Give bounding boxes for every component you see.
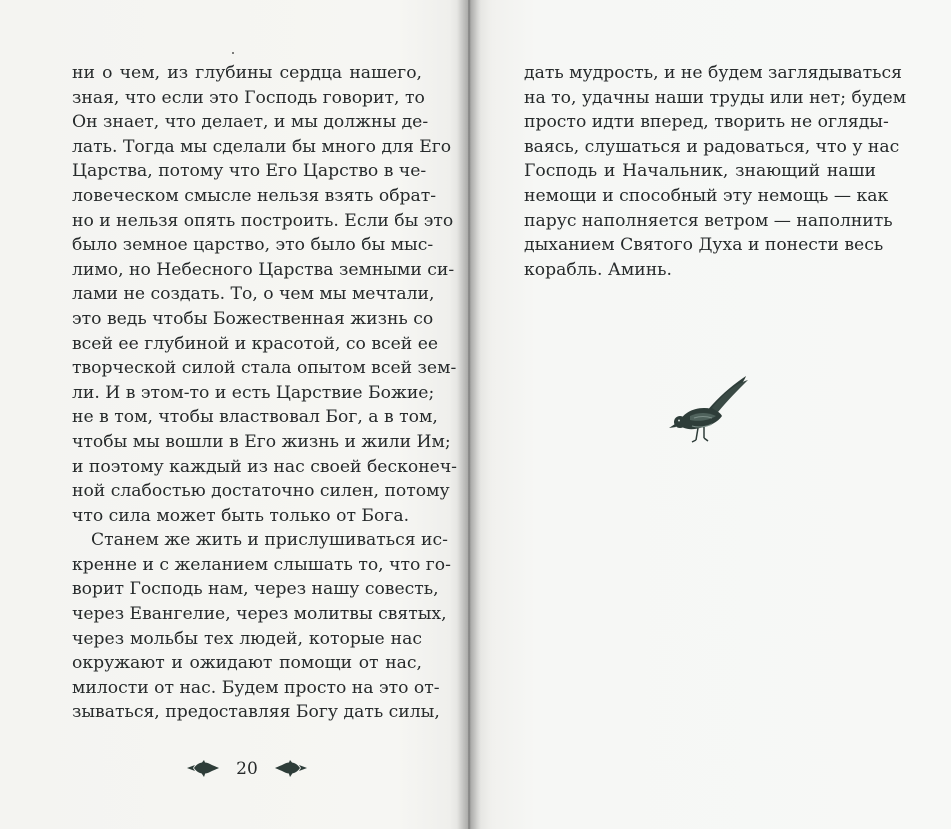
text-line: Господь и Начальник, знающий наши xyxy=(524,161,876,182)
bird-illustration-icon xyxy=(668,372,750,444)
text-line: всей ее глубиной и красотой, со всей ее xyxy=(72,333,439,354)
page-number: 20 xyxy=(236,759,258,779)
text-line: ли. И в этом-то и есть Царствие Божие; xyxy=(72,382,435,403)
text-line: дыханием Святого Духа и понести весь xyxy=(524,235,884,256)
text-line: творческой силой стала опытом всей зем- xyxy=(72,358,457,379)
text-line: ваясь, слушаться и радоваться, что у нас xyxy=(524,136,900,157)
text-line: ворит Господь нам, через нашу совесть, xyxy=(72,579,439,600)
text-line: через мольбы тех людей, которые нас xyxy=(72,628,422,649)
text-line: через Евангелие, через молитвы святых, xyxy=(72,604,447,625)
text-line: что сила может быть только от Бога. xyxy=(72,505,410,526)
text-line: ловеческом смысле нельзя взять обрат- xyxy=(72,185,437,206)
book-spine xyxy=(457,0,481,829)
text-line: чтобы мы вошли в Его жизнь и жили Им; xyxy=(72,431,451,452)
swallow-ornament-icon xyxy=(274,759,308,779)
text-line: немощи и способный эту немощь — как xyxy=(524,185,889,206)
text-line: это ведь чтобы Божественная жизнь со xyxy=(72,308,434,329)
text-line: лами не создать. То, о чем мы мечтали, xyxy=(72,284,435,305)
text-line: ни о чем, из глубины сердца нашего, xyxy=(72,63,422,83)
left-page-text xyxy=(72,61,457,725)
text-line: корабль. Аминь. xyxy=(524,259,673,280)
text-line: окружают и ожидают помощи от нас, xyxy=(72,653,422,674)
text-line: просто идти вперед, творить не огляды- xyxy=(524,112,889,133)
text-line: милости от нас. Будем просто на это от- xyxy=(72,677,440,698)
text-line: было земное царство, это было бы мыс- xyxy=(72,235,434,256)
text-line: парус наполняется ветром — наполнить xyxy=(524,210,893,231)
text-line: лать. Тогда мы сделали бы много для Его xyxy=(72,136,452,157)
text-line: и поэтому каждый из нас своей бесконеч- xyxy=(72,456,457,477)
swallow-ornament-icon xyxy=(186,759,220,779)
text-line: ной слабостью достаточно силен, потому xyxy=(72,481,450,502)
text-line: не в том, чтобы властвовал Бог, а в том, xyxy=(72,407,438,428)
paragraph-start-line: Станем же жить и прислушиваться ис- xyxy=(91,530,448,551)
text-line: на то, удачны наши труды или нет; будем xyxy=(524,87,907,108)
right-page-text xyxy=(524,61,907,282)
text-line: но и нельзя опять построить. Если бы это xyxy=(72,210,454,231)
text-line: кренне и с желанием слышать то, что го- xyxy=(72,554,451,575)
text-line: зываться, предоставляя Богу дать силы, xyxy=(72,702,440,723)
text-line: дать мудрость, и не будем заглядываться xyxy=(524,63,902,83)
text-line: зная, что если это Господь говорит, то xyxy=(72,87,425,108)
print-speck xyxy=(232,52,234,54)
text-line: лимо, но Небесного Царства земными си- xyxy=(72,259,455,280)
text-line: Царства, потому что Его Царство в че- xyxy=(72,161,427,182)
text-line: Он знает, что делает, и мы должны де- xyxy=(72,112,429,133)
page-footer xyxy=(186,757,308,781)
